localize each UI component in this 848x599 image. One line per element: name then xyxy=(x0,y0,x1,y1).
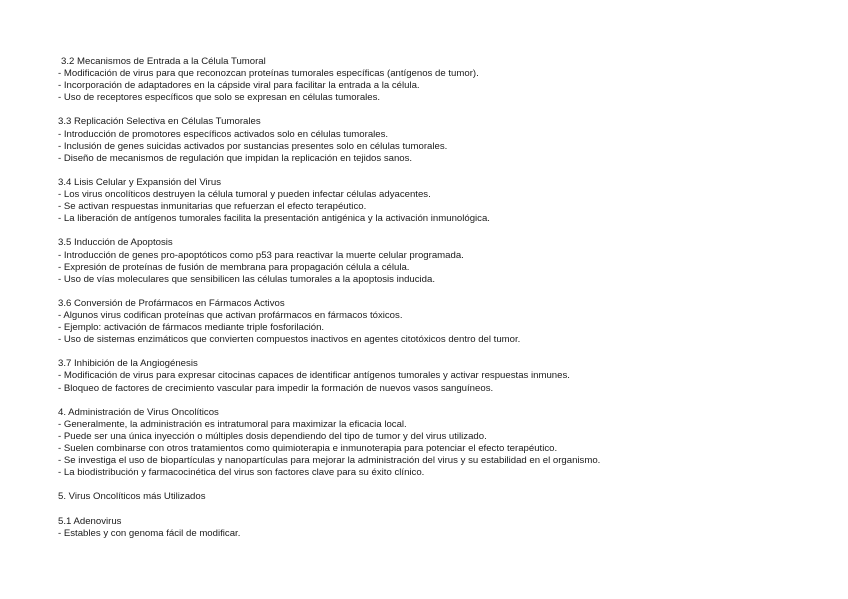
bullet-line: - Uso de vías moleculares que sensibilicen las células tumorales a la apoptosis inducida. xyxy=(58,273,436,285)
bullet-line: - Algunos virus codifican proteínas que activan profármacos en fármacos tóxicos. xyxy=(58,309,403,321)
bullet-line: - Puede ser una única inyección o múltiples dosis dependiendo del tipo de tumor y del virus utilizado. xyxy=(58,430,487,442)
bullet-line: - La biodistribución y farmacocinética del virus son factores clave para su éxito clínico. xyxy=(58,467,425,479)
section-3-5 xyxy=(58,237,828,285)
section-5 xyxy=(58,491,828,503)
section-heading: 3.6 Conversión de Profármacos en Fármacos Activos xyxy=(58,297,285,309)
bullet-line: - Introducción de genes pro-apoptóticos como p53 para reactivar la muerte celular programada. xyxy=(58,249,464,261)
section-heading: 3.5 Inducción de Apoptosis xyxy=(58,237,173,249)
bullet-line: - Suelen combinarse con otros tratamientos como quimioterapia e inmunoterapia para potenciar el efecto terapéutico. xyxy=(58,443,558,454)
section-heading: 3.2 Mecanismos de Entrada a la Célula Tumoral xyxy=(61,56,266,67)
bullet-line: - Bloqueo de factores de crecimiento vascular para impedir la formación de nuevos vasos sanguíneos. xyxy=(58,382,494,394)
section-heading: 4. Administración de Virus Oncolíticos xyxy=(58,406,219,418)
bullet-line: - Ejemplo: activación de fármacos mediante triple fosforilación. xyxy=(58,322,325,334)
section-heading: 3.7 Inhibición de la Angiogénesis xyxy=(58,358,198,370)
bullet-line: - Estables y con genoma fácil de modificar. xyxy=(58,527,241,539)
bullet-line: - Se investiga el uso de biopartículas y nanopartículas para mejorar la administración del virus y su estabilidad en el organismo. xyxy=(58,455,601,467)
document-page xyxy=(58,56,828,552)
section-3-4 xyxy=(58,177,828,225)
bullet-line: - Diseño de mecanismos de regulación que impidan la replicación en tejidos sanos. xyxy=(58,152,413,164)
bullet-line: - Se activan respuestas inmunitarias que refuerzan el efecto terapéutico. xyxy=(58,201,367,213)
bullet-line: - Los virus oncolíticos destruyen la célula tumoral y pueden infectar células adyacentes. xyxy=(58,189,431,201)
bullet-line: - Expresión de proteínas de fusión de membrana para propagación célula a célula. xyxy=(58,261,410,273)
section-3-6 xyxy=(58,298,828,346)
section-heading: 5. Virus Oncolíticos más Utilizados xyxy=(58,491,206,503)
section-heading: 3.3 Replicación Selectiva en Células Tumorales xyxy=(58,116,261,128)
section-3-3 xyxy=(58,116,828,164)
section-3-7 xyxy=(58,358,828,394)
bullet-line: - Generalmente, la administración es intratumoral para maximizar la eficacia local. xyxy=(58,418,407,430)
bullet-line: - Uso de receptores específicos que solo se expresan en células tumorales. xyxy=(58,92,381,104)
bullet-line: - La liberación de antígenos tumorales facilita la presentación antigénica y la activación inmunológica. xyxy=(58,213,490,225)
section-5-1 xyxy=(58,516,828,540)
section-heading: 5.1 Adenovirus xyxy=(58,515,122,527)
bullet-line: - Incorporación de adaptadores en la cápside viral para facilitar la entrada a la célula. xyxy=(58,80,420,92)
bullet-line: - Modificación de virus para que reconozcan proteínas tumorales específicas (antígenos de tumor). xyxy=(58,68,479,80)
bullet-line: - Introducción de promotores específicos activados solo en células tumorales. xyxy=(58,128,389,140)
bullet-line: - Inclusión de genes suicidas activados por sustancias presentes solo en células tumorales. xyxy=(58,140,448,152)
bullet-line: - Modificación de virus para expresar citocinas capaces de identificar antígenos tumorales y activar respuestas inmunes. xyxy=(58,370,570,382)
section-heading: 3.4 Lisis Celular y Expansión del Virus xyxy=(58,176,221,188)
section-3-2 xyxy=(58,56,828,104)
section-4 xyxy=(58,407,828,480)
bullet-line: - Uso de sistemas enzimáticos que convierten compuestos inactivos en agentes citotóxicos dentro del tumor. xyxy=(58,334,521,346)
